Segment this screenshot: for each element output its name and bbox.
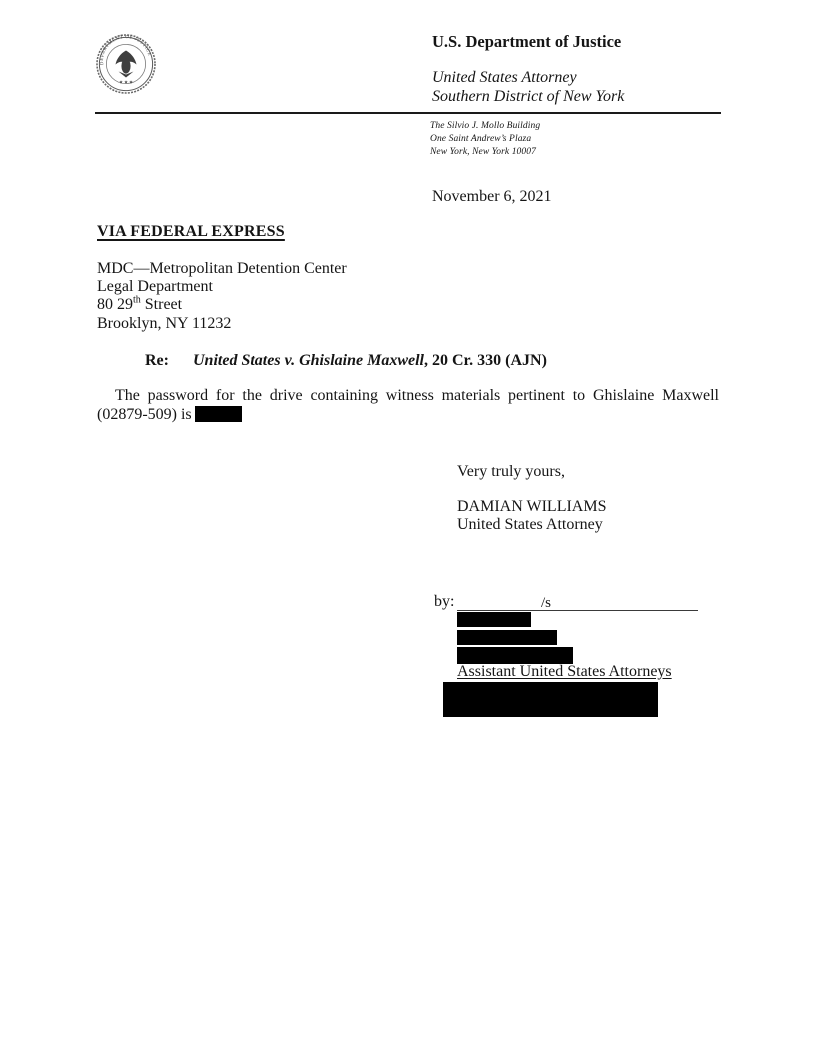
- letterhead-rule: [95, 112, 721, 114]
- case-reference: [193, 352, 547, 370]
- case-number: , 20 Cr. 330 (AJN): [423, 352, 547, 369]
- signatory-name: DAMIAN WILLIAMS: [457, 498, 607, 515]
- seal-arc-text: DEPARTMENT OF JUSTICE: [98, 34, 153, 66]
- agency-name: U.S. Department of Justice: [432, 32, 622, 51]
- signatory-title: United States Attorney: [457, 516, 603, 534]
- password-redaction-box: [195, 406, 242, 422]
- address-line: One Saint Andrew’s Plaza: [430, 134, 532, 144]
- re-line: [0, 352, 816, 372]
- address-line: New York, New York 10007: [430, 147, 536, 157]
- recipient-address: [97, 260, 347, 333]
- valediction: Very truly yours,: [457, 463, 565, 480]
- case-name: United States v. Ghislaine Maxwell: [193, 352, 424, 369]
- recipient-line: MDC—Metropolitan Detention Center: [97, 260, 347, 277]
- recipient-line: 80 29th Street: [97, 295, 183, 314]
- district-line: Southern District of New York: [432, 88, 625, 105]
- name-redaction-bar-1: [457, 612, 531, 627]
- signature-line: [457, 596, 698, 611]
- re-label: Re:: [145, 352, 169, 369]
- seal-stars: ★ ★ ★: [118, 79, 134, 85]
- office-line: United States Attorney: [432, 69, 577, 86]
- recipient-line: Legal Department: [97, 278, 213, 296]
- name-redaction-bar-2: [457, 630, 557, 645]
- s-signature: /s: [541, 595, 552, 611]
- building-address: [430, 120, 540, 159]
- name-redaction-bar-3: [457, 647, 573, 664]
- ordinal-suffix: th: [133, 295, 141, 307]
- recipient-line: Brooklyn, NY 11232: [97, 314, 232, 332]
- doj-seal-icon: [95, 33, 157, 95]
- body-line-1: The password for the drive containing witness materials pertinent to Ghislaine Maxwell: [115, 387, 719, 404]
- address-line: The Silvio J. Mollo Building: [430, 121, 541, 131]
- delivery-method: VIA FEDERAL EXPRESS: [97, 223, 285, 240]
- by-label: by:: [434, 593, 455, 610]
- date-line: November 6, 2021: [432, 188, 552, 205]
- contact-redaction-box: [443, 682, 658, 717]
- assistants-title: Assistant United States Attorneys: [457, 663, 672, 680]
- body-line-2: (02879-509) is: [97, 406, 719, 425]
- signatory-block: [457, 498, 606, 535]
- body-paragraph: [97, 387, 719, 424]
- office-block: [432, 68, 624, 106]
